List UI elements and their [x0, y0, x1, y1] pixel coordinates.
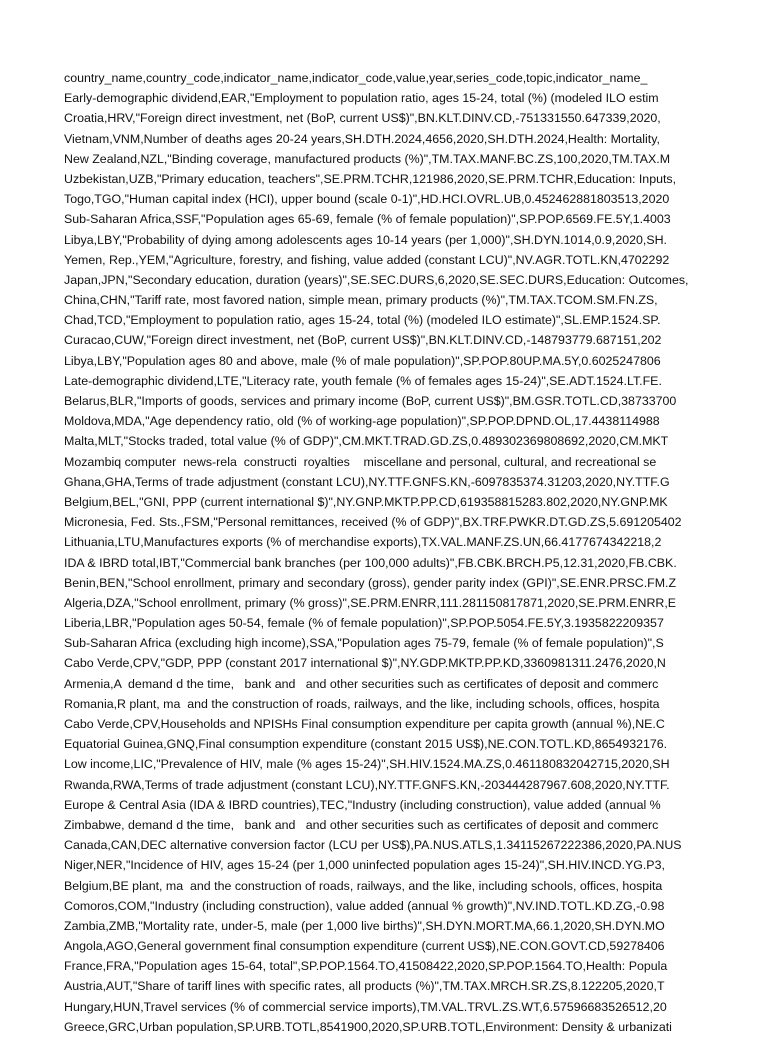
csv-line: Lithuania,LTU,Manufactures exports (% of merchandise exports),TX.VAL.MANF.ZS.UN,66.4177674342218,2	[64, 535, 662, 550]
csv-line: Libya,LBY,"Probability of dying among adolescents ages 10-14 years (per 1,000)",SH.DYN.1014,0.9,2020,SH.	[64, 232, 667, 247]
csv-line: Canada,CAN,DEC alternative conversion factor (LCU per US$),PA.NUS.ATLS,1.34115267222386,2020,PA.NUS	[64, 838, 682, 853]
csv-line: Low income,LIC,"Prevalence of HIV, male (% ages 15-24)",SH.HIV.1524.MA.ZS,0.461180832042715,2020,SH	[64, 757, 670, 772]
csv-line: Cabo Verde,CPV,"GDP, PPP (constant 2017 international $)",NY.GDP.MKTP.PP.KD,3360981311.2476,2020,N	[64, 656, 666, 671]
csv-line: Belarus,BLR,"Imports of goods, services and primary income (BoP, current US$)",BM.GSR.TOTL.CD,38733700	[64, 394, 677, 408]
csv-header-line: country_name,country_code,indicator_name,indicator_code,value,year,series_code,topic,indicator_name_	[64, 71, 648, 85]
csv-line: Sub-Saharan Africa (excluding high income),SSA,"Population ages 75-79, female (% of female population)",S	[64, 636, 664, 651]
csv-line: Greece,GRC,Urban population,SP.URB.TOTL,8541900,2020,SP.URB.TOTL,Environment: Density & urbanizati	[64, 1019, 672, 1034]
csv-line: Micronesia, Fed. Sts.,FSM,"Personal remittances, received (% of GDP)",BX.TRF.PWKR.DT.GD.ZS,5.691205402	[64, 515, 682, 530]
csv-line: Ghana,GHA,Terms of trade adjustment (constant LCU),NY.TTF.GNFS.KN,-6097835374.31203,2020,NY.TTF.G	[64, 474, 670, 489]
csv-line: Austria,AUT,"Share of tariff lines with specific rates, all products (%)",TM.TAX.MRCH.SR.ZS,8.122205,2020,T	[64, 979, 665, 994]
csv-line: Niger,NER,"Incidence of HIV, ages 15-24 (per 1,000 uninfected population ages 15-24)",SH.HIV.INCD.YG.P3,	[64, 858, 665, 873]
csv-line: Malta,MLT,"Stocks traded, total value (% of GDP)",CM.MKT.TRAD.GD.ZS,0.489302369808692,2020,CM.MKT	[64, 434, 669, 449]
csv-line: Early-demographic dividend,EAR,"Employment to population ratio, ages 15-24, total (%) (modeled ILO estim	[64, 91, 659, 106]
csv-line: Chad,TCD,"Employment to population ratio, ages 15-24, total (%) (modeled ILO estimate)",SL.EMP.1524.SP.	[64, 313, 661, 328]
csv-line: Cabo Verde,CPV,Households and NPISHs Final consumption expenditure per capita growth (annual %),NE.C	[64, 717, 665, 731]
csv-line: Angola,AGO,General government final consumption expenditure (current US$),NE.CON.GOVT.CD,59278406	[64, 939, 665, 954]
csv-line: Armenia,A demand d the time, bank and and other securities such as certificates of deposit and commerc	[64, 676, 659, 691]
csv-line: Equatorial Guinea,GNQ,Final consumption expenditure (constant 2015 US$),NE.CON.TOTL.KD,8654932176.	[64, 737, 668, 752]
csv-line: Rwanda,RWA,Terms of trade adjustment (constant LCU),NY.TTF.GNFS.KN,-203444287967.608,2020,NY.TTF.	[64, 777, 670, 792]
csv-line: Japan,JPN,"Secondary education, duration (years)",SE.SEC.DURS,6,2020,SE.SEC.DURS,Education: Outcomes,	[64, 272, 689, 287]
csv-line: New Zealand,NZL,"Binding coverage, manufactured products (%)",TM.TAX.MANF.BC.ZS,100,2020,TM.TAX.M	[64, 151, 671, 166]
csv-line: China,CHN,"Tariff rate, most favored nation, simple mean, primary products (%)",TM.TAX.TCOM.SM.FN.ZS,	[64, 293, 658, 308]
csv-line: Comoros,COM,"Industry (including construction), value added (annual % growth)",NV.IND.TOTL.KD.ZG,-0.98	[64, 898, 665, 913]
csv-line: Zambia,ZMB,"Mortality rate, under-5, male (per 1,000 live births)",SH.DYN.MORT.MA,66.1,2020,SH.DYN.MO	[64, 918, 665, 933]
csv-line: Uzbekistan,UZB,"Primary education, teachers",SE.PRM.TCHR,121986,2020,SE.PRM.TCHR,Education: Inputs,	[64, 171, 677, 186]
csv-line: Romania,R plant, ma and the construction of roads, railways, and the like, including schools, offices, hospita	[64, 696, 660, 711]
csv-text-block	[64, 68, 689, 1037]
csv-line: Croatia,HRV,"Foreign direct investment, net (BoP, current US$)",BN.KLT.DINV.CD,-751331550.647339,2020,	[64, 111, 661, 126]
csv-line: Benin,BEN,"School enrollment, primary and secondary (gross), gender parity index (GPI)",SE.ENR.PRSC.FM.Z	[64, 575, 677, 590]
csv-line: Sub-Saharan Africa,SSF,"Population ages 65-69, female (% of female population)",SP.POP.6569.FE.5Y,1.4003	[64, 212, 671, 227]
csv-line: Liberia,LBR,"Population ages 50-54, female (% of female population)",SP.POP.5054.FE.5Y,3.1935822209357	[64, 616, 664, 631]
csv-line: Hungary,HUN,Travel services (% of commercial service imports),TM.VAL.TRVL.ZS.WT,6.57596683526512,20	[64, 999, 667, 1014]
csv-line: Curacao,CUW,"Foreign direct investment, net (BoP, current US$)",BN.KLT.DINV.CD,-148793779.687151,202	[64, 333, 662, 348]
csv-line: Yemen, Rep.,YEM,"Agriculture, forestry, and fishing, value added (constant LCU)",NV.AGR.TOTL.KN,4702292	[64, 252, 670, 267]
csv-line: Belgium,BEL,"GNI, PPP (current international $)",NY.GNP.MKTP.PP.CD,619358815283.802,2020,NY.GNP.MK	[64, 494, 668, 509]
csv-line: Mozambiq computer news-rela constructi royalties miscellane and personal, cultural, and recreational se	[64, 454, 657, 469]
csv-line: Libya,LBY,"Population ages 80 and above, male (% of male population)",SP.POP.80UP.MA.5Y,0.6025247806	[64, 353, 661, 368]
csv-line: Algeria,DZA,"School enrollment, primary (% gross)",SE.PRM.ENRR,111.281150817871,2020,SE.PRM.ENRR,E	[64, 595, 677, 610]
csv-line: Togo,TGO,"Human capital index (HCI), upper bound (scale 0-1)",HD.HCI.OVRL.UB,0.452462881803513,2020	[64, 192, 670, 207]
csv-line: Zimbabwe, demand d the time, bank and and other securities such as certificates of deposit and commerc	[64, 817, 659, 832]
csv-line: Vietnam,VNM,Number of deaths ages 20-24 years,SH.DTH.2024,4656,2020,SH.DTH.2024,Health: Mortality,	[64, 131, 660, 146]
csv-line: Europe & Central Asia (IDA & IBRD countries),TEC,"Industry (including construction), value added (annual %	[64, 797, 661, 812]
csv-line: Belgium,BE plant, ma and the construction of roads, railways, and the like, including schools, offices, hospita	[64, 878, 663, 893]
csv-line: France,FRA,"Population ages 15-64, total",SP.POP.1564.TO,41508422,2020,SP.POP.1564.TO,Health: Popula	[64, 959, 668, 974]
csv-line: Late-demographic dividend,LTE,"Literacy rate, youth female (% of females ages 15-24)",SE.ADT.1524.LT.FE.	[64, 373, 662, 388]
csv-line: Moldova,MDA,"Age dependency ratio, old (% of working-age population)",SP.POP.DPND.OL,17.4438114988	[64, 414, 660, 429]
csv-line: IDA & IBRD total,IBT,"Commercial bank branches (per 100,000 adults)",FB.CBK.BRCH.P5,12.31,2020,FB.CBK.	[64, 555, 677, 570]
